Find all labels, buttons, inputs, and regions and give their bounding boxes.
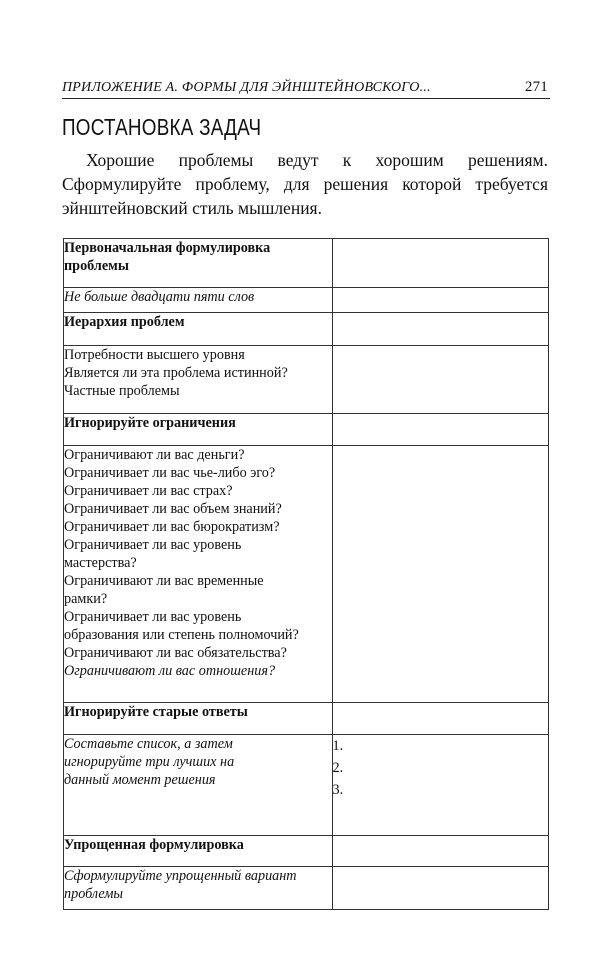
table-row bbox=[64, 346, 549, 414]
simplified-header: Упрощенная формулировка bbox=[64, 836, 333, 867]
list-item: Ограничивают ли вас отношения? bbox=[64, 663, 276, 679]
instruction-line: Составьте список, а затем bbox=[64, 736, 233, 752]
constraints-list bbox=[64, 446, 333, 703]
table-row bbox=[64, 313, 549, 346]
list-item: Ограничивает ли вас уровень bbox=[64, 609, 242, 625]
list-item: Является ли эта проблема истинной? bbox=[64, 365, 288, 381]
hierarchy-list bbox=[64, 346, 333, 414]
table-row bbox=[64, 414, 549, 446]
table-row bbox=[64, 446, 549, 703]
old-answers-header: Игнорируйте старые ответы bbox=[64, 703, 333, 735]
hierarchy-header: Иерархия проблем bbox=[64, 313, 333, 346]
simplified-instruction bbox=[64, 867, 333, 910]
constraints-answer[interactable] bbox=[332, 446, 548, 703]
section-title: ПОСТАНОВКА ЗАДАЧ bbox=[62, 114, 262, 140]
old-answers-instruction bbox=[64, 735, 333, 836]
running-header bbox=[62, 78, 550, 99]
word-limit-note: Не больше двадцати пяти слов bbox=[64, 288, 333, 313]
table-row bbox=[64, 867, 549, 910]
constraints-header-answer[interactable] bbox=[332, 414, 548, 446]
numbered-item: 3. bbox=[332, 782, 344, 798]
instruction-line: игнорируйте три лучших на bbox=[64, 754, 235, 770]
numbered-item: 1. bbox=[332, 738, 344, 754]
list-item: Ограничивает ли вас страх? bbox=[64, 483, 233, 499]
table-row bbox=[64, 836, 549, 867]
simplified-answer[interactable] bbox=[332, 867, 548, 910]
table-row bbox=[64, 735, 549, 836]
initial-formulation-answer[interactable] bbox=[332, 239, 548, 288]
problem-statement-form bbox=[63, 238, 549, 910]
constraints-header: Игнорируйте ограничения bbox=[64, 414, 333, 446]
list-item: Ограничивают ли вас временные bbox=[64, 573, 264, 589]
list-item: Ограничивают ли вас деньги? bbox=[64, 447, 245, 463]
word-limit-answer[interactable] bbox=[332, 288, 548, 313]
list-item: мастерства? bbox=[64, 555, 137, 571]
table-row bbox=[64, 239, 549, 288]
list-item: образования или степень полномочий? bbox=[64, 627, 299, 643]
list-item: Частные проблемы bbox=[64, 383, 180, 399]
page-number: 271 bbox=[524, 79, 548, 95]
list-item: Ограничивает ли вас объем знаний? bbox=[64, 501, 282, 517]
initial-formulation-label: Первоначальная формулировка проблемы bbox=[64, 239, 333, 288]
instruction-line: Сформулируйте упрощенный вариант bbox=[64, 868, 297, 884]
hierarchy-answer[interactable] bbox=[332, 346, 548, 414]
list-item: рамки? bbox=[64, 591, 108, 607]
simplified-header-answer[interactable] bbox=[332, 836, 548, 867]
hierarchy-header-answer[interactable] bbox=[332, 313, 548, 346]
list-item: Потребности высшего уровня bbox=[64, 347, 245, 363]
intro-text: Хорошие проблемы ведут к хорошим решениям. Сформулируйте проблему, для решения которой требуется эйнштейновский стиль мышления. bbox=[62, 150, 548, 218]
instruction-line: данный момент решения bbox=[64, 772, 216, 788]
table-row bbox=[64, 288, 549, 313]
table-row bbox=[64, 703, 549, 735]
list-item: Ограничивает ли вас уровень bbox=[64, 537, 242, 553]
running-title: ПРИЛОЖЕНИЕ А. ФОРМЫ ДЛЯ ЭЙНШТЕЙНОВСКОГО... bbox=[62, 80, 431, 95]
old-answers-header-answer[interactable] bbox=[332, 703, 548, 735]
list-item: Ограничивают ли вас обязательства? bbox=[64, 645, 287, 661]
instruction-line: проблемы bbox=[64, 886, 124, 902]
numbered-item: 2. bbox=[332, 760, 344, 776]
intro-paragraph bbox=[62, 148, 548, 220]
list-item: Ограничивает ли вас чье-либо эго? bbox=[64, 465, 276, 481]
list-item: Ограничивает ли вас бюрократизм? bbox=[64, 519, 280, 535]
old-answers-numbered-list[interactable] bbox=[332, 735, 548, 836]
